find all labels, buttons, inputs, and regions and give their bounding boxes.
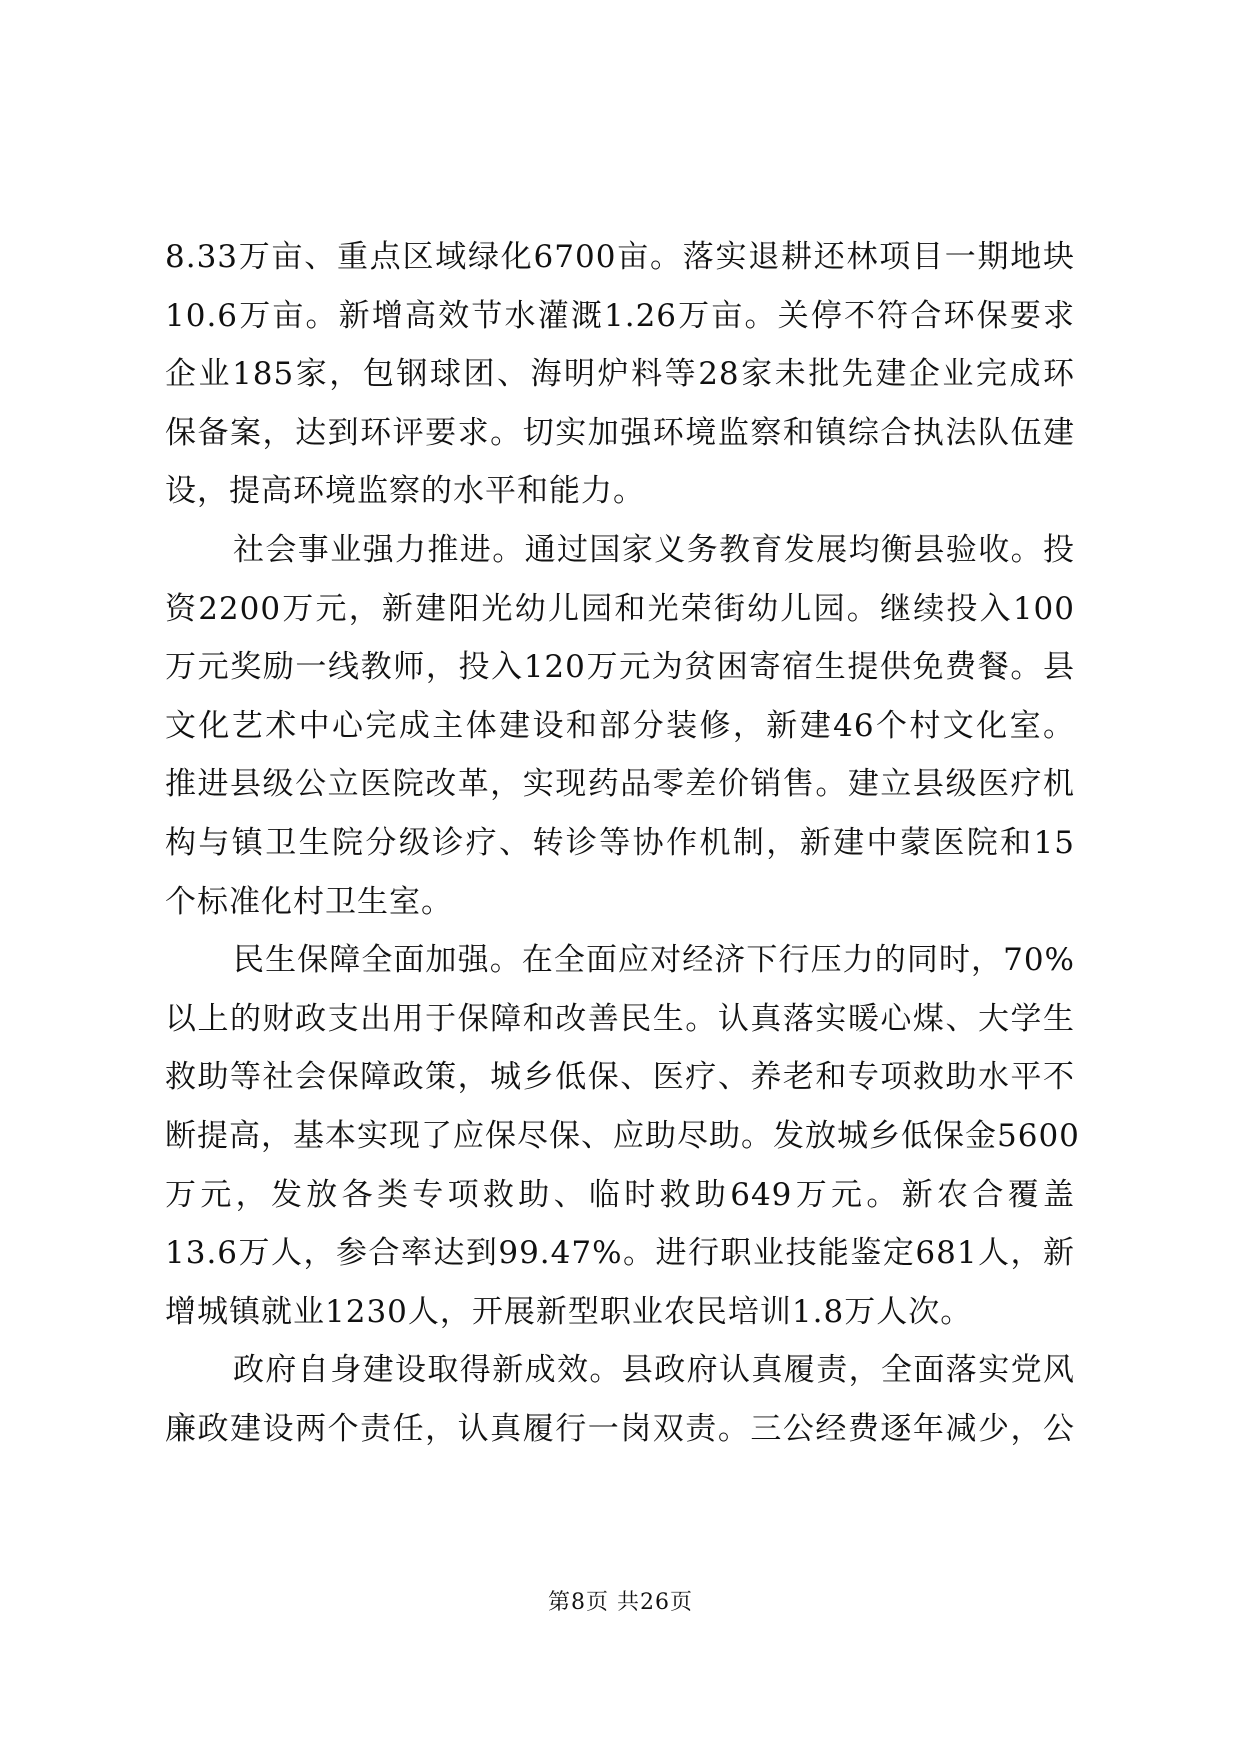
text-line: 救助等社会保障政策，城乡低保、医疗、养老和专项救助水平不 [165,1059,1075,1096]
text-line: 构与镇卫生院分级诊疗、转诊等协作机制，新建中蒙医院和15 [165,824,1075,861]
text-line: 以上的财政支出用于保障和改善民生。认真落实暖心煤、大学生 [165,1000,1075,1037]
text-line: 万元奖励一线教师，投入120万元为贫困寄宿生提供免费餐。县 [165,649,1075,686]
text-line: 万元，发放各类专项救助、临时救助649万元。新农合覆盖 [165,1176,1075,1213]
text-line: 增城镇就业1230人，开展新型职业农民培训1.8万人次。 [165,1293,973,1330]
text-line: 企业185家，包钢球团、海明炉料等28家未批先建企业完成环 [165,356,1075,393]
text-line: 廉政建设两个责任，认真履行一岗双责。三公经费逐年减少，公 [165,1410,1075,1447]
page-number-footer: 第8页 共26页 [548,1590,693,1615]
text-line: 10.6万亩。新增高效节水灌溉1.26万亩。关停不符合环保要求 [165,297,1075,334]
text-line: 保备案，达到环评要求。切实加强环境监察和镇综合执法队伍建 [165,414,1075,451]
text-line: 13.6万人，参合率达到99.47%。进行职业技能鉴定681人，新 [165,1235,1075,1272]
text-line: 断提高，基本实现了应保尽保、应助尽助。发放城乡低保金5600 [165,1117,1080,1154]
paragraph-start-line: 社会事业强力推进。通过国家义务教育发展均衡县验收。投 [233,531,1075,568]
text-line: 资2200万元，新建阳光幼儿园和光荣街幼儿园。继续投入100 [165,590,1075,627]
body-text [165,228,1080,1458]
text-line: 设，提高环境监察的水平和能力。 [165,473,645,510]
paragraph-start-line: 政府自身建设取得新成效。县政府认真履责，全面落实党风 [233,1352,1075,1389]
paragraph-start-line: 民生保障全面加强。在全面应对经济下行压力的同时，70% [233,942,1075,979]
text-line: 文化艺术中心完成主体建设和部分装修，新建46个村文化室。 [165,707,1075,744]
text-line: 8.33万亩、重点区域绿化6700亩。落实退耕还林项目一期地块 [165,239,1075,275]
text-line: 推进县级公立医院改革，实现药品零差价销售。建立县级医疗机 [165,766,1075,803]
text-line: 个标准化村卫生室。 [165,883,453,920]
